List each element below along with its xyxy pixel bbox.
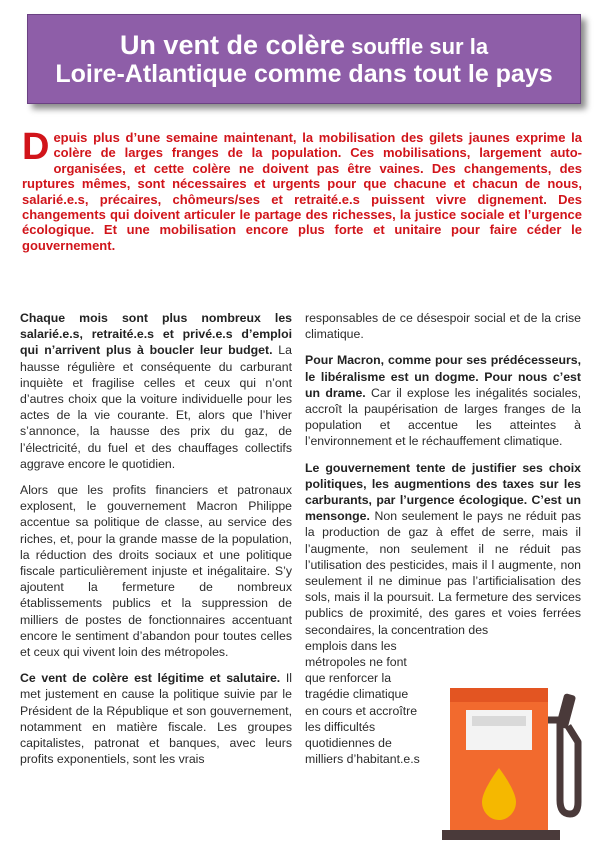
intro-dropcap: D (22, 126, 50, 168)
right-p1-text: Car il explose les inégalités sociales, accroît la paupérisation de larges franges de la population et accentue les atteintes à l’environnement et le réchauffement climatique. (305, 385, 581, 449)
title-big: Un vent de colère (119, 29, 346, 60)
right-p1-bold: Pour Macron, comme pour ses prédécesseurs, le libéralisme est un dogme. Pour nous c’est un drame. (305, 353, 581, 400)
intro-paragraph (22, 126, 582, 253)
right-p2-text: Non seulement le pays ne réduit pas la production de gaz à effet de serre, mais il l’augmente, non seulement il ne réduit pas l’utilisation des pesticides, mais il l augmente, non seulement il ne diminue pas l’artificialisation des sols, mais il la poursuit. La fermeture des services publics de proximité, des gares et voies ferrées secondaires, la concentration des (305, 509, 581, 637)
left-p3-text: Il met justement en cause la politique suivie par le Président de la République et son gouvernement, notamment en matière fiscale. Les groupes capitalistes, patronat et banques, avec leurs profits exponentiels, sont les vrais (20, 671, 292, 767)
left-column (20, 310, 292, 777)
left-paragraph-1 (20, 310, 292, 472)
right-p2-bold: Le gouvernement tente de justifier ses choix politiques, les augmentions des taxes sur les carburants, par l’urgence écologique. C’est un mensonge. (305, 460, 581, 524)
left-p3-bold: Ce vent de colère est légitime et salutaire. (20, 671, 281, 686)
right-paragraph-1 (305, 352, 581, 449)
left-p2-text: Alors que les profits financiers et patronaux explosent, le gouvernement Macron Philippe accentue sa politique de classe, au service des riches, et, pour la grande masse de la population, la réduction des droits sociaux et une politique fiscale particulièrement injuste et inégalitaire. S’y ajoutent la fermeture de nombreux établissements publics et la suppression de milliers de postes de fonctionnaires accentuant encore le sentiment d’abandon pour toutes celles et ceux qui vivent loin des métropoles. (20, 483, 292, 660)
title-small: souffle sur la (345, 33, 489, 59)
left-p1-bold: Chaque mois sont plus nombreux les salarié.e.s, retraité.e.s et privé.e.s d’emploi qui n’arrivent plus à boucler leur budget. (20, 311, 292, 358)
fuel-pump-icon (442, 680, 582, 840)
title-line-2: Loire-Atlantique comme dans tout le pays (55, 60, 553, 89)
intro-text: epuis plus d’une semaine maintenant, la mobilisation des gilets jaunes exprime la colère de larges franges de la population. Ces mobilisations, largement auto-organisées, et cette colère ne doivent pas être vaines. Des changements, des ruptures mêmes, sont nécessaires et urgents pour que chacune et chacun de nous, salarié.e.s, précaires, chômeurs/ses et retraité.e.s puissent vivre dignement. Des changements qui doivent articuler le partage des richesses, la justice sociale et l’urgence écologique. Et une mobilisation encore plus forte et unitaire pour faire céder le gouvernement. (22, 130, 582, 253)
right-paragraph-0: responsables de ce désespoir social et de la crise climatique. (305, 311, 581, 342)
right-paragraph-2 (305, 460, 581, 638)
left-p1-text: La hausse régulière et conséquente du carburant inquiète et fragilise celles et ceux qui n’ont d’autres choix que la voiture individuelle pour les actes de la vie courante. Et, alors que l’hiver s’annonce, la hausse des prix du gaz, de l’électricité, du fuel et des chauffages collectifs aggrave encore le quotidien. (20, 343, 292, 471)
left-paragraph-3 (20, 670, 292, 767)
left-paragraph-2 (20, 482, 292, 660)
title-line-1 (120, 30, 488, 60)
title-banner (27, 14, 581, 104)
right-paragraph-2-tail: emplois dans les métropoles ne font que renforcer la tragédie climatique en cours et accroître les difficultés quotidiennes de milliers d’habitant.e.s (305, 638, 420, 767)
